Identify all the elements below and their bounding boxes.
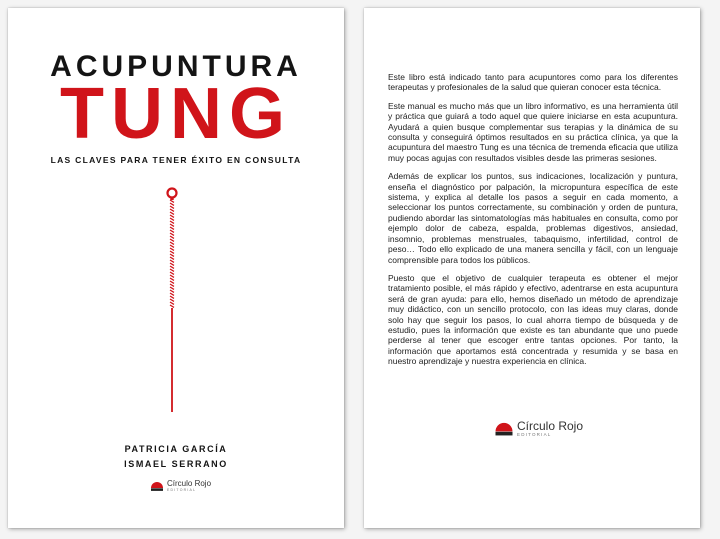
title-acupuntura: ACUPUNTURA <box>50 50 302 83</box>
publisher-name: Círculo Rojo <box>517 419 584 433</box>
blurb-paragraph-2: Este manual es mucho más que un libro informativo, es una herramienta útil y práctica que guiará a todo aquel que quiere iniciarse en esta acupuntura. Ayudará a quien busque complementar sus terapias y la dinámica de su consulta y conseguirá óptimos resultados en su práctica clínica, ya que la acupuntura del maestro Tung es una técnica de tremenda eficacia que utiliza muy pocas agujas con resultados visibles desde las primeras sesiones. <box>388 100 678 163</box>
author-2: ISMAEL SERRANO <box>124 459 228 469</box>
title-tung: TUNG <box>60 74 292 154</box>
front-cover <box>8 8 344 528</box>
publisher-name: Círculo Rojo <box>167 479 212 488</box>
authors <box>8 442 344 472</box>
circulo-rojo-icon <box>494 420 514 437</box>
subtitle: LAS CLAVES PARA TENER ÉXITO EN CONSULTA <box>50 155 302 165</box>
blurb-paragraph-4: Puesto que el objetivo de cualquier terapeuta es obtener el mejor tratamiento posible, el más rápido y efectivo, adentrarse en esta acupuntura será de gran ayuda: para ello, hemos diseñado un método de aprendizaje muy didáctico, con un sencillo protocolo, con las ideas muy claras, donde solo hay que seguir los pasos, lo cual ahorra tiempo de búsqueda y de estudio, pues la información que existe es tan abundante que uno puede perderse al tener que escoger entre tantas opciones. Por tanto, la información que aportamos está concentrada y resumida y se basa en nuestro aprendizaje y nuestra experiencia en clínica. <box>388 272 678 367</box>
circulo-rojo-icon <box>150 480 164 492</box>
acupuncture-needle-icon <box>160 186 184 414</box>
publisher-logo-back <box>494 420 583 438</box>
back-cover <box>364 8 700 528</box>
blurb-paragraph-1: Este libro está indicado tanto para acupuntores como para los diferentes terapeutas y profesionales de la salud que quieran conocer esta técnica. <box>388 72 678 93</box>
author-1: PATRICIA GARCÍA <box>124 444 228 454</box>
blurb <box>388 72 678 375</box>
publisher-logo <box>150 480 211 493</box>
publisher-subtitle: EDITORIAL <box>517 432 552 437</box>
blurb-paragraph-3: Además de explicar los puntos, sus indicaciones, localización y puntura, enseña el diagnóstico por palpación, la micropuntura específica de este sistema, y explica al detalle los pasos a seguir en cada momento, a seleccionar los puntos correctamente, su combinación y orden de puntura, pudiendo abordar las sintomatologías más habituales en consulta, como por ejemplo dolor de cabeza, espalda, problemas digestivos, ansiedad, insomnio, problemas menstruales, tabaquismo, infertilidad, control de peso… Todo ello explicado de una manera sencilla y fácil, con un lenguaje comprensible para todos los públicos. <box>388 171 678 265</box>
publisher-subtitle: EDITORIAL <box>167 488 197 492</box>
